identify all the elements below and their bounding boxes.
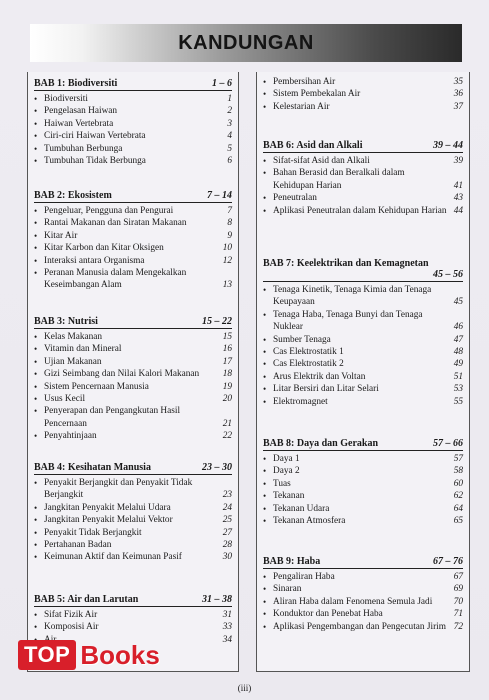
toc-entry-page: 70: [453, 596, 463, 607]
toc-entry: [263, 608, 463, 620]
chapter-title: BAB 6: Asid dan Alkali: [263, 140, 363, 151]
toc-entry: [263, 358, 463, 370]
chapter-block: [34, 462, 232, 564]
toc-entry-title: • Haiwan Vertebrata: [34, 118, 216, 130]
toc-entry-page: 69: [453, 584, 463, 595]
chapter-title: BAB 8: Daya dan Gerakan: [263, 438, 379, 449]
toc-entry: [263, 453, 463, 465]
toc-entry-title: • Daya 1: [263, 453, 447, 465]
toc-entry-title: • Tumbuhan Berbunga: [34, 143, 216, 155]
chapter-title: BAB 5: Air dan Larutan: [34, 594, 139, 605]
toc-entry-page: 15: [222, 332, 232, 342]
toc-entry-page: 48: [453, 347, 463, 358]
toc-entry: [34, 368, 232, 380]
toc-entry: [34, 393, 232, 405]
chapter-page-range: 15 – 22: [202, 316, 232, 327]
toc-entry: [34, 230, 232, 242]
toc-entry: [34, 217, 232, 229]
toc-entry-title: • Sifat-sifat Asid dan Alkali: [263, 155, 447, 167]
toc-entry: [263, 284, 463, 309]
toc-entry-page: 21: [222, 418, 232, 429]
toc-entry: [263, 155, 463, 167]
toc-entry-title: • Tenaga Kinetik, Tenaga Kimia dan Tenaga Keupayaan: [263, 284, 447, 309]
chapter-page-range: 67 – 76: [433, 556, 463, 567]
toc-entry: [34, 118, 232, 130]
toc-entry-page: 71: [453, 609, 463, 620]
toc-entry-title: • Tenaga Haba, Tenaga Bunyi dan Tenaga Nuklear: [263, 309, 447, 334]
toc-entry-page: 37: [453, 101, 463, 112]
toc-entry: [34, 105, 232, 117]
title-bar: [30, 24, 462, 62]
toc-entry-page: 25: [222, 515, 232, 526]
toc-entry-title: • Pengeluar, Pengguna dan Pengurai: [34, 205, 216, 217]
toc-entry-page: 13: [222, 280, 232, 291]
toc-entry-title: • Gizi Seimbang dan Nilai Kalori Makanan: [34, 368, 216, 380]
chapter-page-range: 45 – 56: [433, 269, 463, 280]
chapter-heading: [34, 594, 232, 607]
toc-entry-title: • Sistem Pembekalan Air: [263, 88, 447, 100]
toc-entry: [263, 334, 463, 346]
toc-entry-page: 33: [222, 622, 232, 633]
toc-entry: [34, 405, 232, 430]
toc-entry: [263, 76, 463, 88]
toc-entry: [34, 267, 232, 292]
chapter-block: [34, 78, 232, 167]
toc-entry-title: • Sinaran: [263, 583, 447, 595]
toc-entry-title: • Aplikasi Peneutralan dalam Kehidupan Harian: [263, 205, 447, 217]
toc-entry-title: • Pembersihan Air: [263, 76, 447, 88]
toc-entry-title: • Jangkitan Penyakit Melalui Udara: [34, 502, 216, 514]
toc-entry: [263, 621, 463, 633]
toc-entry-page: 2: [227, 106, 232, 117]
toc-entry-title: • Elektromagnet: [263, 396, 447, 408]
toc-entry-page: 58: [453, 466, 463, 477]
toc-entry-title: • Cas Elektrostatik 1: [263, 346, 447, 358]
toc-entry-title: • Daya 2: [263, 465, 447, 477]
toc-entry-page: 55: [453, 396, 463, 407]
toc-entry-page: 6: [227, 156, 232, 167]
toc-entry-page: 12: [222, 255, 232, 266]
toc-entry-page: 62: [453, 491, 463, 502]
toc-entry: [263, 503, 463, 515]
toc-entry-page: 39: [453, 156, 463, 166]
toc-entry-page: 47: [453, 334, 463, 345]
toc-entry-page: 20: [222, 394, 232, 405]
toc-entry-page: 18: [222, 369, 232, 380]
toc-entry-title: • Kelas Makanan: [34, 331, 216, 343]
toc-entry-title: • Ujian Makanan: [34, 356, 216, 368]
toc-entry-title: • Cas Elektrostatik 2: [263, 358, 447, 370]
toc-entry: [263, 490, 463, 502]
toc-entry-page: 46: [453, 322, 463, 333]
toc-entry-title: • Pertahanan Badan: [34, 539, 216, 551]
toc-entry-page: 34: [222, 634, 232, 645]
toc-entry-title: • Usus Kecil: [34, 393, 216, 405]
toc-entry-title: • Tuas: [263, 478, 447, 490]
toc-entry-page: 10: [222, 243, 232, 254]
toc-entry-title: • Tekanan: [263, 490, 447, 502]
toc-entry: [34, 477, 232, 502]
chapter-page-range: 1 – 6: [212, 78, 232, 89]
toc-entry-title: • Kelestarian Air: [263, 101, 447, 113]
toc-entry-title: • Arus Elektrik dan Voltan: [263, 371, 447, 383]
toc-entry: [34, 539, 232, 551]
chapter-block: [263, 76, 463, 113]
chapter-page-range: 57 – 66: [433, 438, 463, 449]
toc-entry: [263, 167, 463, 192]
toc-entry: [263, 383, 463, 395]
toc-entry: [34, 551, 232, 563]
toc-entry: [34, 502, 232, 514]
chapter-title: BAB 2: Ekosistem: [34, 190, 112, 201]
toc-entry-page: 45: [453, 297, 463, 308]
toc-entry-title: • Sistem Pencernaan Manusia: [34, 381, 216, 393]
toc-entry-title: • Komposisi Air: [34, 621, 216, 633]
toc-entry: [34, 381, 232, 393]
toc-entry-page: 27: [222, 527, 232, 538]
toc-entry: [263, 346, 463, 358]
chapter-block: [263, 140, 463, 217]
toc-entry-page: 44: [453, 205, 463, 216]
toc-entry-page: 19: [222, 381, 232, 392]
toc-entry-title: • Penyerapan dan Pengangkutan Hasil Pencernaan: [34, 405, 216, 430]
toc-entry: [263, 596, 463, 608]
toc-entry-title: • Biodiversiti: [34, 93, 216, 105]
chapter-title: BAB 3: Nutrisi: [34, 316, 98, 327]
toc-entry-title: • Sumber Tenaga: [263, 334, 447, 346]
toc-entry-title: • Ciri-ciri Haiwan Vertebrata: [34, 130, 216, 142]
toc-entry: [263, 583, 463, 595]
toc-entry: [34, 527, 232, 539]
chapter-title: BAB 4: Kesihatan Manusia: [34, 462, 151, 473]
chapter-title: BAB 7: Keelektrikan dan Kemagnetan: [263, 258, 429, 269]
toc-entry-title: • Tumbuhan Tidak Berbunga: [34, 155, 216, 167]
chapter-heading: [34, 316, 232, 329]
toc-entry-page: 57: [453, 454, 463, 464]
toc-entry-page: 22: [222, 431, 232, 442]
toc-entry: [34, 143, 232, 155]
toc-entry-page: 1: [227, 94, 232, 104]
chapter-heading: [34, 462, 232, 475]
toc-entry-title: • Pengaliran Haba: [263, 571, 447, 583]
toc-entry-page: 3: [227, 118, 232, 129]
toc-entry-page: 30: [222, 552, 232, 563]
toc-entry-page: 72: [453, 621, 463, 632]
chapter-title: BAB 9: Haba: [263, 556, 321, 567]
chapter-page-range: 31 – 38: [202, 594, 232, 605]
toc-entry-title: • Peneutralan: [263, 192, 447, 204]
toc-entry-title: • Kitar Karbon dan Kitar Oksigen: [34, 242, 216, 254]
toc-entry-page: 43: [453, 193, 463, 204]
chapter-block: [34, 190, 232, 292]
right-column: [256, 72, 470, 672]
toc-entry-title: • Bahan Berasid dan Beralkali dalam Kehidupan Harian: [263, 167, 447, 192]
toc-entry-page: 60: [453, 478, 463, 489]
page-title: KANDUNGAN: [178, 31, 314, 54]
toc-entry-page: 64: [453, 503, 463, 514]
chapter-page-range: 39 – 44: [433, 140, 463, 151]
toc-entry-title: • Aliran Haba dalam Fenomena Semula Jadi: [263, 596, 447, 608]
toc-entry-title: • Rantai Makanan dan Siratan Makanan: [34, 217, 216, 229]
left-column: [27, 72, 239, 672]
toc-entry: [34, 609, 232, 621]
toc-entry: [34, 205, 232, 217]
chapter-page-range: 7 – 14: [207, 190, 232, 201]
toc-entry-title: • Tekanan Udara: [263, 503, 447, 515]
toc-entry: [263, 571, 463, 583]
toc-entry-page: 65: [453, 516, 463, 527]
toc-entry: [34, 343, 232, 355]
toc-entry-title: • Interaksi antara Organisma: [34, 255, 216, 267]
watermark-books: Books: [80, 639, 160, 670]
chapter-title: BAB 1: Biodiversiti: [34, 78, 118, 89]
toc-entry-page: 67: [453, 572, 463, 582]
chapter-heading: [263, 140, 463, 153]
toc-entry: [263, 478, 463, 490]
toc-entry-page: 49: [453, 359, 463, 370]
toc-entry-page: 36: [453, 89, 463, 100]
toc-entry: [263, 88, 463, 100]
toc-entry-page: 41: [453, 180, 463, 191]
toc-entry-page: 51: [453, 371, 463, 382]
toc-entry-title: • Aplikasi Pengembangan dan Pengecutan Jirim: [263, 621, 447, 633]
toc-entry-page: 4: [227, 131, 232, 142]
toc-entry-title: • Konduktor dan Penebat Haba: [263, 608, 447, 620]
chapter-block: [34, 316, 232, 443]
toc-entry: [263, 205, 463, 217]
toc-entry-page: 5: [227, 143, 232, 154]
toc-entry-title: • Penyahtinjaan: [34, 430, 216, 442]
toc-entry: [263, 371, 463, 383]
toc-entry-title: • Penyakit Tidak Berjangkit: [34, 527, 216, 539]
toc-entry-page: 35: [453, 77, 463, 87]
toc-entry-page: 16: [222, 344, 232, 355]
chapter-heading: [263, 556, 463, 569]
toc-entry: [263, 309, 463, 334]
toc-entry-title: • Pengelasan Haiwan: [34, 105, 216, 117]
chapter-block: [263, 258, 463, 408]
toc-entry: [34, 430, 232, 442]
toc-entry-page: 9: [227, 230, 232, 241]
toc-entry-page: 53: [453, 384, 463, 395]
toc-entry-title: • Jangkitan Penyakit Melalui Vektor: [34, 514, 216, 526]
chapter-block: [263, 556, 463, 633]
toc-entry: [34, 242, 232, 254]
toc-entry-page: 8: [227, 218, 232, 229]
toc-entry-title: • Peranan Manusia dalam Mengekalkan Keseimbangan Alam: [34, 267, 216, 292]
toc-entry: [34, 331, 232, 343]
toc-entry: [34, 255, 232, 267]
toc-entry-title: • Sifat Fizik Air: [34, 609, 216, 621]
chapter-heading: [34, 190, 232, 203]
toc-entry: [263, 192, 463, 204]
toc-entry: [34, 155, 232, 167]
page-number: (iii): [237, 683, 252, 693]
toc-entry-page: 7: [227, 206, 232, 216]
toc-entry: [34, 514, 232, 526]
toc-entry: [34, 93, 232, 105]
toc-entry: [263, 101, 463, 113]
toc-entry-title: • Keimunan Aktif dan Keimunan Pasif: [34, 551, 216, 563]
toc-entry-page: 23: [222, 490, 232, 501]
toc-entry-title: • Penyakit Berjangkit dan Penyakit Tidak Berjangkit: [34, 477, 216, 502]
toc-entry-title: • Vitamin dan Mineral: [34, 343, 216, 355]
chapter-heading: [34, 78, 232, 91]
toc-entry: [34, 356, 232, 368]
toc-entry-title: • Kitar Air: [34, 230, 216, 242]
chapter-page-range: 23 – 30: [202, 462, 232, 473]
toc-entry: [263, 515, 463, 527]
toc-entry: [263, 396, 463, 408]
chapter-block: [263, 438, 463, 527]
watermark-top: TOP: [18, 640, 76, 670]
toc-entry: [263, 465, 463, 477]
toc-entry-title: • Litar Bersiri dan Litar Selari: [263, 383, 447, 395]
toc-entry-page: 31: [222, 610, 232, 620]
toc-entry-title: • Tekanan Atmosfera: [263, 515, 447, 527]
topbooks-watermark-logo: [18, 632, 198, 678]
toc-entry: [34, 130, 232, 142]
chapter-heading: [263, 438, 463, 451]
toc-entry-page: 24: [222, 502, 232, 513]
toc-entry-page: 28: [222, 540, 232, 551]
toc-entry-page: 17: [222, 356, 232, 367]
chapter-heading: [263, 258, 463, 282]
